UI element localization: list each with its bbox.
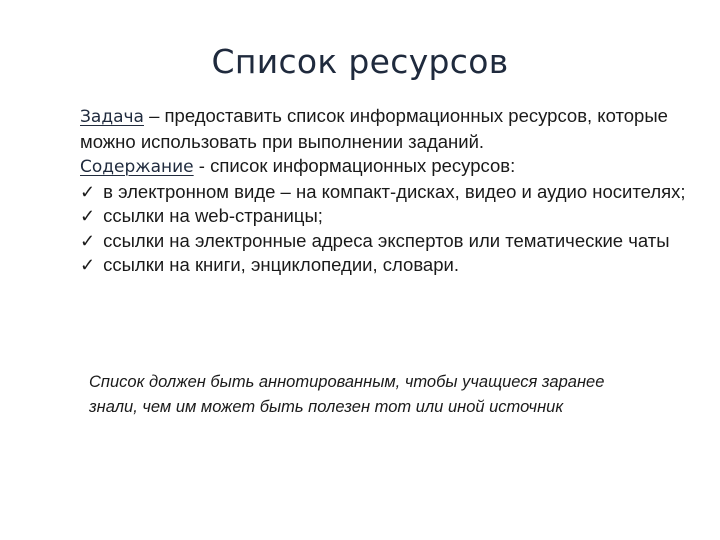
- checkmark-icon: ✓: [80, 255, 96, 275]
- task-text: – предоставить список информационных ресурсов, которые можно использовать при выполнении заданий.: [80, 105, 668, 152]
- checkmark-icon: ✓: [80, 230, 96, 251]
- list-item: [80, 253, 700, 278]
- list-item: [80, 204, 700, 229]
- contents-text: - список информационных ресурсов:: [193, 155, 516, 176]
- checkmark-icon: ✓: [80, 206, 96, 226]
- list-item: [80, 180, 700, 205]
- contents-paragraph: [80, 154, 700, 180]
- contents-label: Содержание: [80, 157, 194, 177]
- list-item-text: ссылки на книги, энциклопедии, словари.: [98, 254, 459, 275]
- slide-title: Список ресурсов: [211, 42, 509, 81]
- slide-body: [80, 104, 700, 278]
- task-paragraph: [80, 104, 700, 154]
- list-item-text: в электронном виде – на компакт-дисках, видео и аудио носителях;: [98, 180, 686, 202]
- list-item-text: ссылки на электронные адреса экспертов или тематические чаты: [98, 229, 670, 251]
- task-label: Задача: [80, 107, 144, 127]
- annotation-note: Список должен быть аннотированным, чтобы учащиеся заранее знали, чем им может быть полезен тот или иной источник: [89, 373, 605, 416]
- list-item-text: ссылки на web-страницы;: [98, 205, 323, 226]
- list-item: [80, 229, 700, 254]
- checkmark-icon: ✓: [80, 181, 96, 202]
